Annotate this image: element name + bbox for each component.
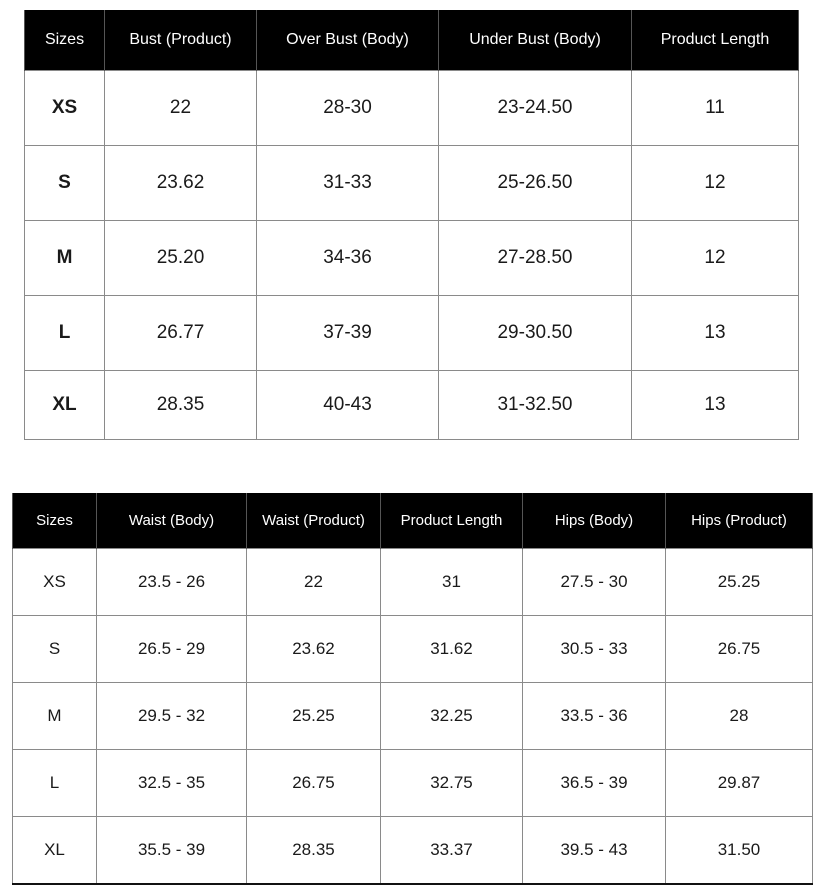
table-cell: 22 [105,71,257,146]
column-header-product-length: Product Length [381,493,523,549]
table-cell: 30.5 - 33 [523,616,666,683]
table-cell: 13 [632,296,799,371]
table-cell: 28 [666,683,813,750]
table-cell: 25.20 [105,221,257,296]
table-cell: 31.62 [381,616,523,683]
table-cell: 22 [247,549,381,616]
table-cell: 32.25 [381,683,523,750]
table-cell: 27.5 - 30 [523,549,666,616]
size-label: L [13,750,97,817]
column-header-waist-product: Waist (Product) [247,493,381,549]
size-label: S [13,616,97,683]
top-size-chart-table [24,10,799,440]
table-cell: 31-32.50 [439,371,632,440]
column-header-sizes: Sizes [13,493,97,549]
table-cell: 29.5 - 32 [97,683,247,750]
size-label: XS [13,549,97,616]
table-row [13,616,813,683]
table-row [13,750,813,817]
table-cell: 28.35 [105,371,257,440]
column-header-over-bust-body: Over Bust (Body) [257,10,439,71]
table-cell: 31 [381,549,523,616]
table-cell: 31.50 [666,817,813,885]
table-cell: 23.62 [105,146,257,221]
table-cell: 12 [632,221,799,296]
column-header-hips-body: Hips (Body) [523,493,666,549]
table-cell: 11 [632,71,799,146]
table-cell: 23.62 [247,616,381,683]
table-cell: 35.5 - 39 [97,817,247,885]
table-row [13,683,813,750]
size-label: M [13,683,97,750]
table-cell: 13 [632,371,799,440]
column-header-under-bust-body: Under Bust (Body) [439,10,632,71]
column-header-hips-product: Hips (Product) [666,493,813,549]
table-cell: 27-28.50 [439,221,632,296]
table-cell: 34-36 [257,221,439,296]
bottom-size-chart-table [12,493,813,885]
size-label: S [25,146,105,221]
column-header-bust-product: Bust (Product) [105,10,257,71]
column-header-sizes: Sizes [25,10,105,71]
table-cell: 25-26.50 [439,146,632,221]
size-label: XS [25,71,105,146]
table-row [25,296,799,371]
table-row [25,221,799,296]
table-cell: 28-30 [257,71,439,146]
table-row [25,146,799,221]
table-row [25,71,799,146]
table-row [25,371,799,440]
table-cell: 25.25 [247,683,381,750]
table-cell: 23.5 - 26 [97,549,247,616]
table-cell: 26.77 [105,296,257,371]
size-label: L [25,296,105,371]
table-cell: 37-39 [257,296,439,371]
table-cell: 23-24.50 [439,71,632,146]
table-cell: 29.87 [666,750,813,817]
table-header-row [25,10,799,71]
table-cell: 29-30.50 [439,296,632,371]
table-cell: 39.5 - 43 [523,817,666,885]
size-label: M [25,221,105,296]
table-header-row [13,493,813,549]
size-label: XL [25,371,105,440]
table-cell: 36.5 - 39 [523,750,666,817]
table-cell: 40-43 [257,371,439,440]
table-cell: 12 [632,146,799,221]
table-cell: 26.75 [666,616,813,683]
column-header-waist-body: Waist (Body) [97,493,247,549]
table-cell: 28.35 [247,817,381,885]
table-cell: 32.5 - 35 [97,750,247,817]
table-cell: 33.37 [381,817,523,885]
table-cell: 26.75 [247,750,381,817]
table-cell: 31-33 [257,146,439,221]
table-row [13,817,813,885]
table-cell: 26.5 - 29 [97,616,247,683]
table-cell: 33.5 - 36 [523,683,666,750]
column-header-product-length: Product Length [632,10,799,71]
table-row [13,549,813,616]
size-label: XL [13,817,97,885]
table-cell: 25.25 [666,549,813,616]
table-cell: 32.75 [381,750,523,817]
